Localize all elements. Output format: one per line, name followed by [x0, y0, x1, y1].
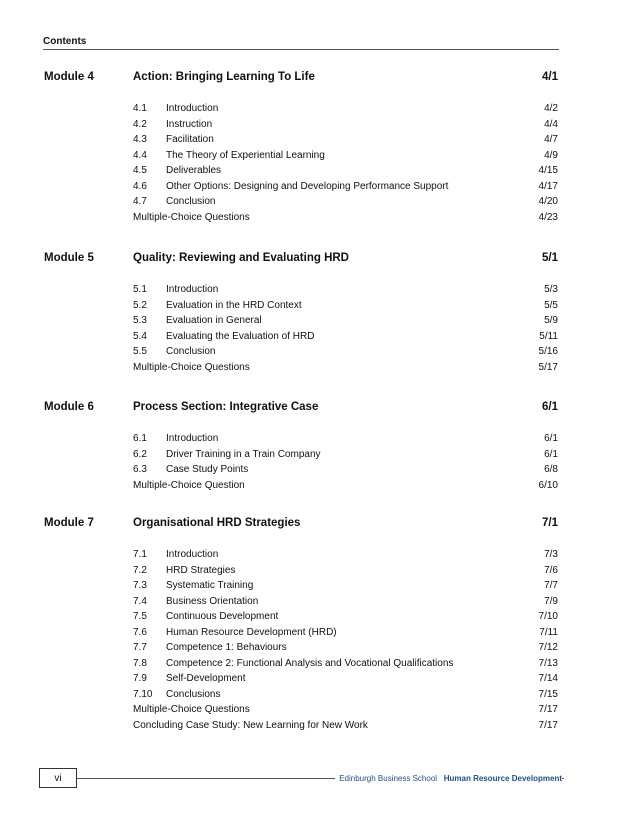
- entry-title: Multiple-Choice Questions: [133, 704, 250, 715]
- entry-page: 5/16: [538, 346, 558, 357]
- entry-page: 6/1: [544, 448, 558, 460]
- entry-page: 7/9: [544, 595, 558, 607]
- toc-entry: [0, 148, 638, 164]
- header-divider: [43, 49, 559, 50]
- toc-entry: [0, 702, 638, 718]
- entry-number: 4.1: [133, 103, 147, 114]
- entry-page: 5/5: [544, 299, 558, 311]
- entry-number: 7.7: [133, 642, 147, 653]
- entry-title: Instruction: [166, 118, 213, 130]
- entry-number: 4.7: [133, 196, 147, 207]
- entry-page: 5/17: [538, 361, 558, 373]
- module-page: 4/1: [542, 71, 558, 83]
- entry-page: 7/6: [544, 564, 558, 576]
- entry-title: Deliverables: [166, 165, 222, 176]
- entry-title: Competence 1: Behaviours: [166, 642, 287, 653]
- module-entries: [0, 101, 638, 225]
- entry-page: 5/3: [544, 284, 558, 295]
- entry-page: 7/14: [538, 673, 558, 684]
- entry-page: 4/20: [538, 196, 558, 207]
- entry-page: 7/11: [539, 626, 558, 638]
- page-header-title: Contents: [43, 36, 87, 47]
- entry-title: Introduction: [166, 549, 219, 560]
- entry-title: Systematic Training: [166, 580, 254, 591]
- entry-title: Evaluation in General: [166, 315, 262, 326]
- entry-title: Continuous Development: [166, 611, 279, 622]
- entry-page: 4/7: [544, 134, 558, 145]
- module-heading: [0, 71, 638, 85]
- entry-title: The Theory of Experiential Learning: [166, 149, 325, 161]
- toc-entry: [0, 282, 638, 298]
- entry-title: Conclusions: [166, 688, 221, 700]
- entry-title: Concluding Case Study: New Learning for New Work: [133, 719, 368, 731]
- toc-entry: [0, 117, 638, 133]
- entry-title: Introduction: [166, 103, 219, 114]
- entry-number: 4.6: [133, 180, 147, 192]
- toc-entry: [0, 671, 638, 687]
- toc-entry: [0, 360, 638, 376]
- toc-entry: [0, 132, 638, 148]
- module-label: Module 4: [44, 71, 94, 83]
- toc-entry: [0, 431, 638, 447]
- entry-page: 6/8: [544, 464, 558, 475]
- entry-page: 6/10: [538, 479, 558, 491]
- entry-number: 6.3: [133, 464, 147, 475]
- entry-number: 7.1: [133, 549, 147, 560]
- entry-page: 7/10: [538, 611, 558, 622]
- entry-number: 7.5: [133, 611, 147, 622]
- toc-entry: [0, 462, 638, 478]
- entry-number: 4.5: [133, 165, 147, 176]
- entry-number: 7.9: [133, 673, 147, 684]
- module-page: 5/1: [542, 252, 558, 264]
- entry-number: 7.10: [133, 688, 153, 700]
- footer-caption: [335, 774, 562, 783]
- module-heading: [0, 401, 638, 415]
- entry-number: 5.2: [133, 299, 147, 311]
- entry-title: Introduction: [166, 433, 219, 444]
- module-label: Module 7: [44, 517, 94, 529]
- entry-number: 6.1: [133, 433, 147, 444]
- entry-number: 4.3: [133, 134, 147, 145]
- entry-page: 4/15: [538, 165, 558, 176]
- toc-entry: [0, 179, 638, 195]
- toc-entry: [0, 563, 638, 579]
- entry-title: Evaluating the Evaluation of HRD: [166, 330, 315, 342]
- module-title: Action: Bringing Learning To Life: [133, 71, 315, 83]
- entry-page: 4/9: [544, 149, 558, 161]
- entry-page: 7/17: [538, 719, 558, 731]
- entry-title: HRD Strategies: [166, 564, 236, 576]
- entry-number: 5.3: [133, 315, 147, 326]
- entry-number: 7.4: [133, 595, 147, 607]
- entry-page: 5/9: [544, 315, 558, 326]
- module-title: Process Section: Integrative Case: [133, 401, 319, 413]
- entry-title: Facilitation: [166, 134, 214, 145]
- toc-entry: [0, 547, 638, 563]
- toc-entry: [0, 298, 638, 314]
- toc-entry: [0, 101, 638, 117]
- module-label: Module 5: [44, 252, 94, 264]
- module-heading: [0, 517, 638, 531]
- entry-title: Self-Development: [166, 673, 246, 684]
- entry-page: 4/17: [538, 180, 558, 192]
- entry-number: 7.8: [133, 657, 147, 669]
- toc-entry: [0, 194, 638, 210]
- toc-entry: [0, 718, 638, 734]
- entry-number: 5.4: [133, 330, 147, 342]
- toc-entry: [0, 609, 638, 625]
- module-page: 6/1: [542, 401, 558, 413]
- toc-entry: [0, 344, 638, 360]
- toc-entry: [0, 578, 638, 594]
- entry-page: 4/4: [544, 118, 558, 130]
- toc-entry: [0, 594, 638, 610]
- module-section: [0, 252, 638, 375]
- module-section: [0, 71, 638, 225]
- module-section: [0, 401, 638, 493]
- toc-entry: [0, 478, 638, 494]
- module-title: Organisational HRD Strategies: [133, 517, 301, 529]
- entry-title: Evaluation in the HRD Context: [166, 299, 302, 311]
- toc-entry: [0, 329, 638, 345]
- entry-page: 4/23: [538, 211, 558, 223]
- entry-number: 4.4: [133, 149, 147, 161]
- entry-title: Business Orientation: [166, 595, 259, 607]
- entry-title: Case Study Points: [166, 464, 249, 475]
- footer-school: Edinburgh Business School: [339, 774, 438, 783]
- page-number: vi: [39, 768, 77, 788]
- entry-page: 5/11: [539, 330, 558, 342]
- entry-title: Competence 2: Functional Analysis and Vocational Qualifications: [166, 657, 454, 669]
- entry-number: 6.2: [133, 448, 147, 460]
- entry-page: 7/13: [538, 657, 558, 669]
- module-entries: [0, 282, 638, 375]
- toc-entry: [0, 447, 638, 463]
- toc-entry: [0, 163, 638, 179]
- toc-entry: [0, 640, 638, 656]
- module-entries: [0, 431, 638, 493]
- entry-page: 4/2: [544, 103, 558, 114]
- toc-entry: [0, 656, 638, 672]
- toc-entry: [0, 210, 638, 226]
- toc-entry: [0, 687, 638, 703]
- module-entries: [0, 547, 638, 733]
- entry-number: 4.2: [133, 118, 147, 130]
- module-label: Module 6: [44, 401, 94, 413]
- entry-number: 7.3: [133, 580, 147, 591]
- module-title: Quality: Reviewing and Evaluating HRD: [133, 252, 349, 264]
- entry-page: 7/17: [538, 704, 558, 715]
- entry-title: Conclusion: [166, 346, 216, 357]
- entry-page: 7/7: [544, 580, 558, 591]
- entry-title: Introduction: [166, 284, 219, 295]
- entry-number: 7.2: [133, 564, 147, 576]
- module-page: 7/1: [542, 517, 558, 529]
- entry-number: 5.1: [133, 284, 147, 295]
- entry-title: Multiple-Choice Question: [133, 479, 245, 491]
- entry-number: 7.6: [133, 626, 147, 638]
- module-heading: [0, 252, 638, 266]
- toc-entry: [0, 313, 638, 329]
- entry-page: 7/12: [538, 642, 558, 653]
- toc-entry: [0, 625, 638, 641]
- entry-title: Conclusion: [166, 196, 216, 207]
- entry-page: 7/3: [544, 549, 558, 560]
- entry-title: Multiple-Choice Questions: [133, 361, 250, 373]
- entry-page: 7/15: [538, 688, 558, 700]
- entry-title: Driver Training in a Train Company: [166, 448, 321, 460]
- entry-number: 5.5: [133, 346, 147, 357]
- footer-course: Human Resource Development: [443, 774, 562, 783]
- entry-title: Multiple-Choice Questions: [133, 211, 250, 223]
- module-section: [0, 517, 638, 733]
- entry-page: 6/1: [544, 433, 558, 444]
- entry-title: Human Resource Development (HRD): [166, 626, 337, 638]
- entry-title: Other Options: Designing and Developing Performance Support: [166, 180, 449, 192]
